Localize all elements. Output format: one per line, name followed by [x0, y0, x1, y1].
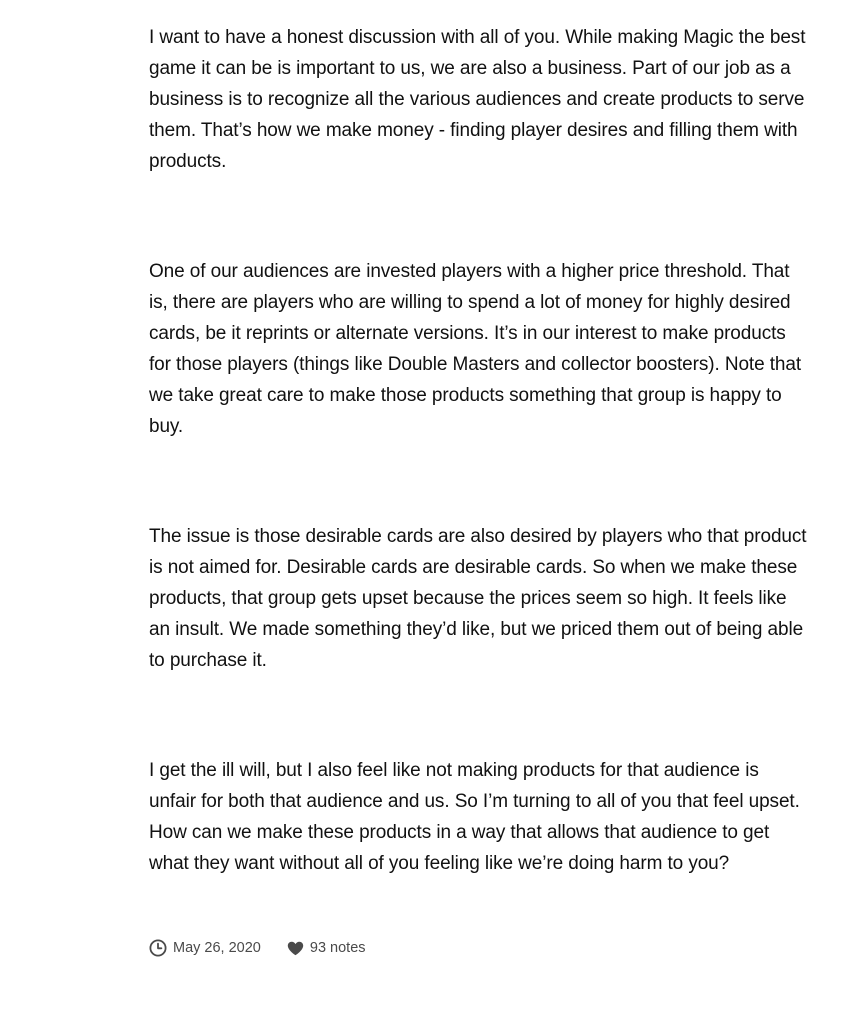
post-paragraph-4: I get the ill will, but I also feel like not making products for that audience is unfair for both that audience and us. So I’m turning to all of you that feel upset. How can we make these products in a way that allows that audience to get what they want without all of you feeling like we’re doing harm to you?	[149, 760, 800, 874]
post-date: May 26, 2020	[173, 940, 261, 956]
post-paragraph-2: One of our audiences are invested players with a higher price threshold. That is, there are players who are willing to spend a lot of money for highly desired cards, be it reprints or alternate versions. It’s in our interest to make products for those players (things like Double Masters and collector boosters). Note that we take great care to make those products something that group is happy to buy.	[149, 261, 802, 437]
post-notes-count: 93 notes	[309, 940, 366, 956]
post-date-link[interactable]	[149, 939, 261, 957]
heart-icon	[287, 941, 304, 956]
post-paragraph-3: The issue is those desirable cards are also desired by players who that product is not aimed for. Desirable cards are desirable cards. So when we make these products, that group gets upset because the prices seem so high. It feels like an insult. We made something they’d like, but we priced them out of being able to purchase it.	[149, 526, 807, 671]
post-footer	[149, 936, 366, 960]
post-paragraph-1: I want to have a honest discussion with all of you. While making Magic the best game it can be is important to us, we are also a business. Part of our job as a business is to recognize all the various audiences and create products to serve them. That’s how we make money - finding player desires and filling them with products.	[149, 27, 806, 172]
clock-icon	[149, 939, 167, 957]
post-notes-link[interactable]	[287, 940, 366, 956]
post-body	[149, 22, 809, 879]
